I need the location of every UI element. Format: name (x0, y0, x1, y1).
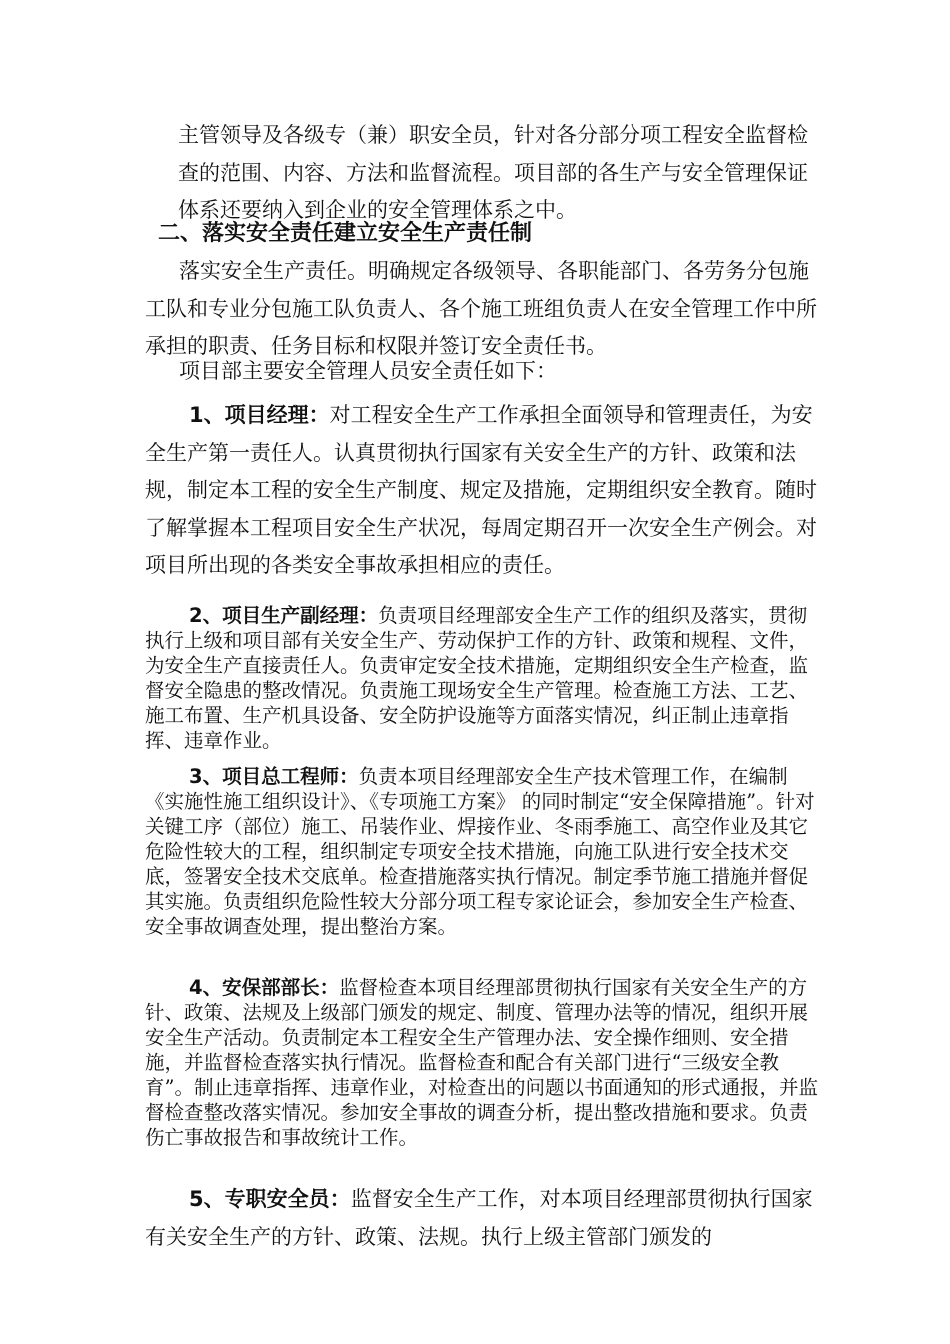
role-title: 1、项目经理： (189, 403, 330, 427)
role-text: 负责项目经理部安全生产工作的组织及落实，贯彻执行上级和项目部有关安全生产、劳动保护工作的方针、政策和规程、文件，为安全生产直接责任人。负责审定安全技术措施，定期组织安全生产检查，监督安全隐患的整改情况。负责施工现场安全生产管理。检查施工方法、工艺、施工布置、生产机具设备、安全防护设施等方面落实情况，纠正制止违章指挥、违章作业。 (145, 604, 809, 752)
role-title: 2、项目生产副经理： (189, 604, 379, 627)
section-heading: 二、落实安全责任建立安全生产责任制 (158, 221, 533, 246)
intro-paragraph: 主管领导及各级专（兼）职安全员，针对各分部分项工程安全监督检查的范围、内容、方法和监督流程。项目部的各生产与安全管理保证体系还要纳入到企业的安全管理体系之中。 (178, 123, 808, 222)
role-text: 负责本项目经理部安全生产技术管理工作，在编制《实施性施工组织设计》、《专项施工方案》 的同时制定“安全保障措施”。针对关键工序（部位）施工、吊装作业、焊接作业、冬雨季施工、高空作业及其它危险性较大的工程，组织制定专项安全技术措施，向施工队进行安全技术交底，签署安全技术交底单。检查措施落实执行情况。制定季节施工措施并督促其实施。负责组织危险性较大分部分项工程专家论证会，参加安全生产检查、安全事故调查处理，提出整治方案。 (145, 765, 815, 938)
role-deputy-production-manager (145, 603, 825, 753)
role-chief-engineer (145, 764, 825, 939)
responsibility-paragraph: 落实安全生产责任。明确规定各级领导、各职能部门、各劳务分包施工队和专业分包施工队负责人、各个施工班组负责人在安全管理工作中所承担的职责、任务目标和权限并签订安全责任书。 (145, 259, 817, 358)
role-title: 4、安保部部长： (189, 976, 340, 999)
role-title: 3、项目总工程师： (189, 765, 359, 788)
role-text: 监督检查本项目经理部贯彻执行国家有关安全生产的方针、政策、法规及上级部门颁发的规定、制度、管理办法等的情况，组织开展安全生产活动。负责制定本工程安全生产管理办法、安全操作细则、安全措施，并监督检查落实执行情况。监督检查和配合有关部门进行“三级安全教育”。制止违章指挥、违章作业，对检查出的问题以书面通知的形式通报，并监督检查整改落实情况。参加安全事故的调查分析，提出整改措施和要求。负责伤亡事故报告和事故统计工作。 (145, 976, 818, 1149)
role-project-manager (145, 397, 825, 585)
role-security-head (145, 975, 825, 1150)
role-text: 监督安全生产工作，对本项目经理部贯彻执行国家有关安全生产的方针、政策、法规。执行上级主管部门颁发的 (145, 1187, 813, 1249)
role-title: 5、专职安全员： (189, 1187, 351, 1211)
role-text: 对工程安全生产工作承担全面领导和管理责任，为安全生产第一责任人。认真贯彻执行国家有关安全生产的方针、政策和法规，制定本工程的安全生产制度、规定及措施，定期组织安全教育。随时了解掌握本工程项目安全生产状况，每周定期召开一次安全生产例会。对项目所出现的各类安全事故承担相应的责任。 (145, 403, 817, 577)
role-safety-officer (145, 1181, 825, 1256)
responsibility-intro-line: 项目部主要安全管理人员安全责任如下： (179, 359, 557, 383)
